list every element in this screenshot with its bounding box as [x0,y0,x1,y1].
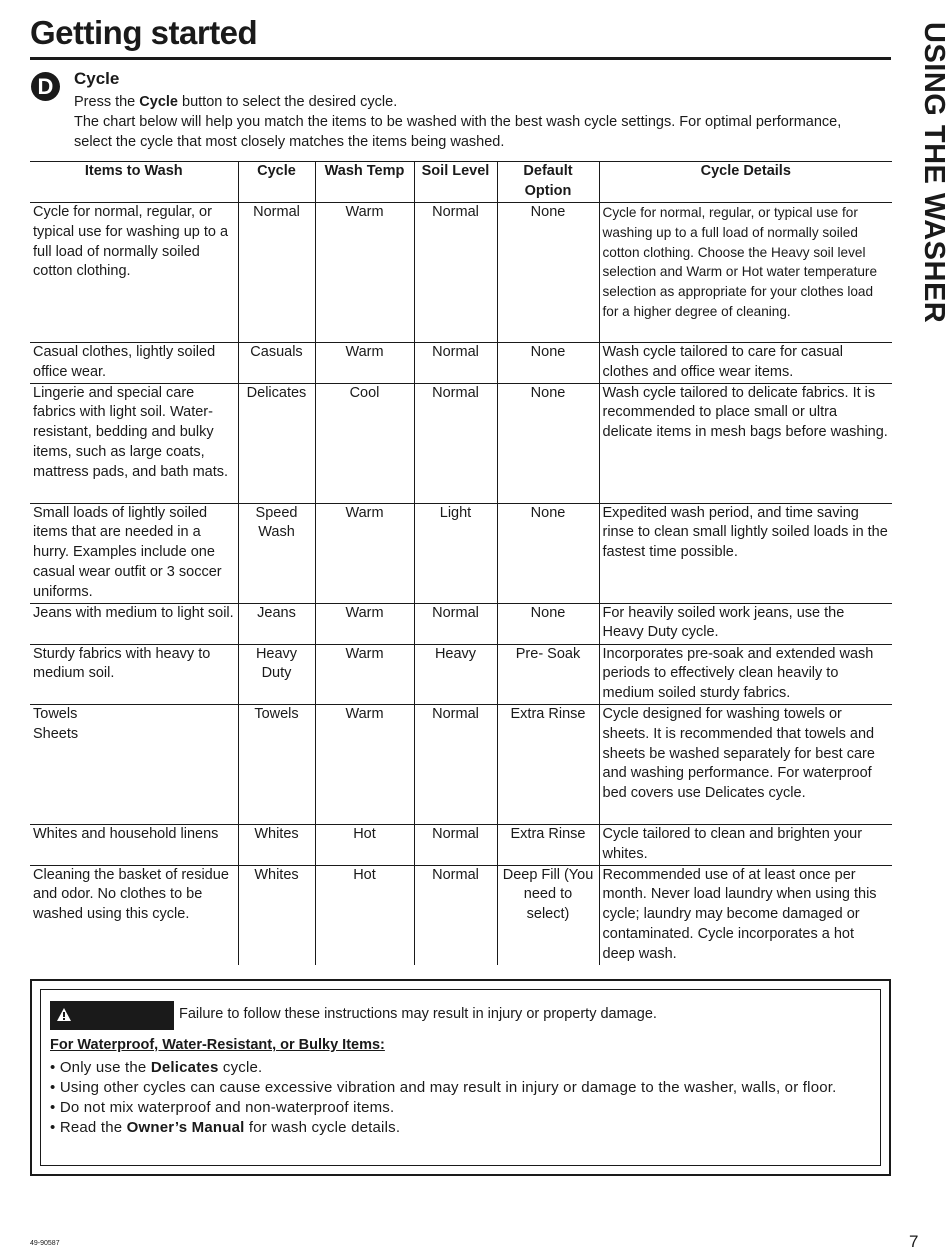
warning-item-4-post: for wash cycle details. [244,1119,401,1136]
cell-details: Recommended use of at least once per month. Never load laundry when using this cycle; laundry may become damaged or contaminated. Cycle incorporates a hot deep wash. [599,865,892,965]
warning-item-1-bold: Delicates [150,1059,219,1076]
cell-option: None [497,383,599,503]
section-heading: Cycle [74,69,120,88]
cell-details: Incorporates pre-soak and extended wash periods to effectively clean heavily to medium soiled sturdy fabrics. [599,644,892,704]
warning-item-1-pre: • Only use the [50,1059,151,1076]
table-row [30,603,892,644]
warning-item-4-bold: Owner’s Manual [126,1119,245,1136]
col-header-temp: Wash Temp [315,162,414,203]
cell-items: Cycle for normal, regular, or typical use for washing up to a full load of normally soiled cotton clothing. [30,203,238,343]
page-number: 7 [909,1232,919,1248]
cell-cycle: Heavy Duty [238,644,315,704]
cell-items: Casual clothes, lightly soiled office wear. [30,343,238,384]
intro-1-post: button to select the desired cycle. [177,94,398,110]
cell-temp: Warm [315,503,414,603]
col-header-items: Items to Wash [30,162,238,203]
cell-cycle: Normal [238,203,315,343]
cell-items: Jeans with medium to light soil. [30,603,238,644]
warning-item [50,1118,870,1138]
cell-details: Cycle for normal, regular, or typical use for washing up to a full load of normally soiled cotton clothing. Choose the Heavy soil level selection and Warm or Hot water temperature selection as appropriate for your clothes load for a higher degree of cleaning. [599,203,892,343]
warning-label [50,1001,174,1030]
cell-option: None [497,503,599,603]
warning-box [30,979,891,1176]
table-row [30,824,892,865]
cell-temp: Hot [315,824,414,865]
table-header-row [30,162,892,203]
cell-soil: Heavy [414,644,497,704]
table-row [30,343,892,384]
cell-soil: Normal [414,383,497,503]
cell-temp: Warm [315,603,414,644]
warning-item: • Do not mix waterproof and non-waterproof items. [50,1099,395,1116]
cell-option: Extra Rinse [497,704,599,824]
cell-soil: Light [414,503,497,603]
cell-cycle: Whites [238,865,315,965]
section-badge: D [31,72,60,101]
col-header-option: Default Option [497,162,599,203]
cycle-table [30,161,892,965]
table-row [30,383,892,503]
cell-details: Cycle tailored to clean and brighten your whites. [599,824,892,865]
table-row [30,865,892,965]
cell-details: Wash cycle tailored to delicate fabrics. It is recommended to place small or ultra delicate items in mesh bags before washing. [599,383,892,503]
warning-item-1-post: cycle. [218,1059,263,1076]
side-section-tab [913,22,949,402]
table-row [30,704,892,824]
cell-items [30,704,238,824]
intro-line-2: The chart below will help you match the items to be washed with the best wash cycle settings. For optimal performance, select the cycle that most closely matches the items being washed. [74,114,842,150]
table-row [30,503,892,603]
cell-temp: Warm [315,704,414,824]
cell-details: Cycle designed for washing towels or sheets. It is recommended that towels and sheets be washed separately for best care and washing performance. For waterproof bed covers use Delicates cycle. [599,704,892,824]
cell-option: None [497,603,599,644]
cell-temp: Hot [315,865,414,965]
cell-option: Extra Rinse [497,824,599,865]
warning-item-4-pre: • Read the [50,1119,127,1136]
title-divider [30,57,891,60]
cell-items: Sturdy fabrics with heavy to medium soil. [30,644,238,704]
cell-cycle: Whites [238,824,315,865]
cell-cycle: Speed Wash [238,503,315,603]
table-row [30,203,892,343]
cell-soil: Normal [414,865,497,965]
cell-soil: Normal [414,704,497,824]
cell-items: Small loads of lightly soiled items that are needed in a hurry. Examples include one casual wear outfit or 3 soccer uniforms. [30,503,238,603]
cell-items-line-2: Sheets [33,725,79,742]
cell-option: None [497,343,599,384]
cell-items: Lingerie and special care fabrics with light soil. Water-resistant, bedding and bulky items, such as large coats, mattress pads, and bath mats. [30,383,238,503]
warning-item [50,1058,870,1078]
intro-line-1 [74,92,874,112]
col-header-cycle: Cycle [238,162,315,203]
table-row [30,644,892,704]
warning-item: • Using other cycles can cause excessive vibration and may result in injury or damage to the washer, walls, or floor. [50,1079,837,1096]
warning-inner-frame [40,989,881,1166]
cell-items-line-1: Towels [33,705,78,722]
cell-soil: Normal [414,203,497,343]
cell-details: Expedited wash period, and time saving rinse to clean small lightly soiled loads in the fastest time possible. [599,503,892,603]
intro-1-bold: Cycle [139,94,178,110]
cell-items: Whites and household linens [30,824,238,865]
cell-soil: Normal [414,603,497,644]
warning-triangle-icon [57,1008,71,1021]
intro-1-pre: Press the [74,94,140,110]
cell-soil: Normal [414,824,497,865]
cell-cycle: Delicates [238,383,315,503]
cell-temp: Warm [315,644,414,704]
cell-items: Cleaning the basket of residue and odor. No clothes to be washed using this cycle. [33,866,229,923]
section-intro [74,92,874,152]
cell-temp: Warm [315,343,414,384]
side-tab-label: USING THE WASHER [918,22,950,324]
warning-text: Failure to follow these instructions may result in injury or property damage. [179,1006,657,1022]
cell-soil: Normal [414,343,497,384]
cell-details: Wash cycle tailored to care for casual clothes and office wear items. [599,343,892,384]
warning-heading: For Waterproof, Water-Resistant, or Bulky Items: [50,1037,385,1053]
cell-option: Pre- Soak [497,644,599,704]
document-number: 49-90587 [30,1240,60,1247]
cell-option: None [497,203,599,343]
cell-cycle: Jeans [238,603,315,644]
cell-cycle: Casuals [238,343,315,384]
cell-temp: Cool [315,383,414,503]
cell-cycle: Towels [238,704,315,824]
col-header-details: Cycle Details [599,162,892,203]
col-header-soil: Soil Level [414,162,497,203]
page-title: Getting started [30,14,258,51]
cell-option: Deep Fill (You need to select) [497,865,599,965]
cell-details: For heavily soiled work jeans, use the Heavy Duty cycle. [599,603,892,644]
cell-temp: Warm [315,203,414,343]
warning-list [50,1058,870,1138]
